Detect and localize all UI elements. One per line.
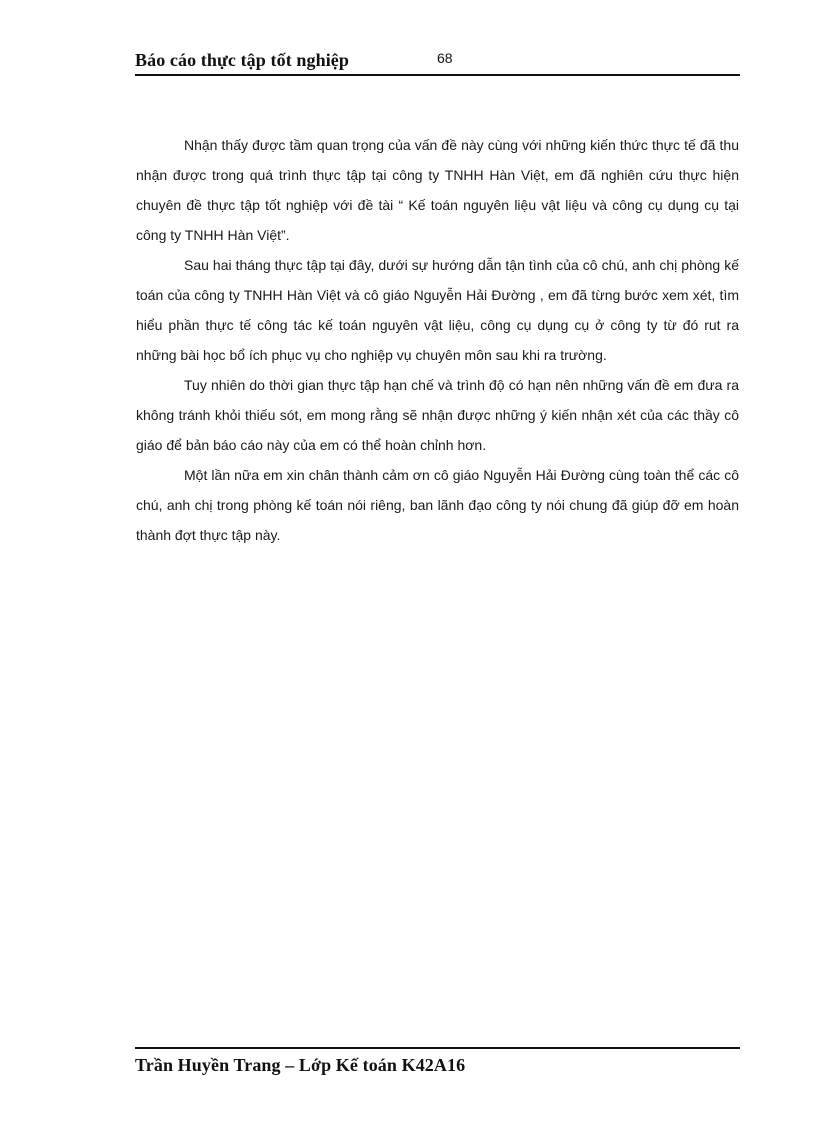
header-title: Báo cáo thực tập tốt nghiệp <box>135 50 350 70</box>
paragraph: Một lần nữa em xin chân thành cảm ơn cô giáo Nguyễn Hải Đường cùng toàn thể các cô chú, anh chị trong phòng kế toán nói riêng, ban lãnh đạo công ty nói chung đã giúp đỡ em hoàn thành đợt thực tập này. <box>136 467 739 543</box>
document-body <box>136 130 739 550</box>
paragraph: Sau hai tháng thực tập tại đây, dưới sự hướng dẫn tận tình của cô chú, anh chị phòng kế toán của công ty TNHH Hàn Việt và cô giáo Nguyễn Hải Đường , em đã từng bước xem xét, tìm hiểu phần thực tế công tác kế toán nguyên vật liệu, công cụ dụng cụ ở công ty từ đó rut ra những bài học bổ ích phục vụ cho nghiệp vụ chuyên môn sau khi ra trường. <box>136 257 739 363</box>
page-number: 68 <box>437 50 453 66</box>
footer-author: Trần Huyền Trang – Lớp Kế toán K42A16 <box>135 1055 466 1075</box>
paragraph: Tuy nhiên do thời gian thực tập hạn chế và trình độ có hạn nên những vấn đề em đưa ra không tránh khỏi thiếu sót, em mong rằng sẽ nhận được những ý kiến nhận xét của các thầy cô giáo để bản báo cáo này của em có thể hoàn chỉnh hơn. <box>136 377 739 453</box>
page-footer <box>135 1047 740 1076</box>
paragraph: Nhận thấy được tầm quan trọng của vấn đề này cùng với những kiến thức thực tế đã thu nhận được trong quá trình thực tập tại công ty TNHH Hàn Việt, em đã nghiên cứu thực hiện chuyên đề thực tập tốt nghiệp với đề tài “ Kế toán nguyên liệu vật liệu và công cụ dụng cụ tại công ty TNHH Hàn Việt”. <box>136 137 739 243</box>
page-header <box>135 46 740 76</box>
